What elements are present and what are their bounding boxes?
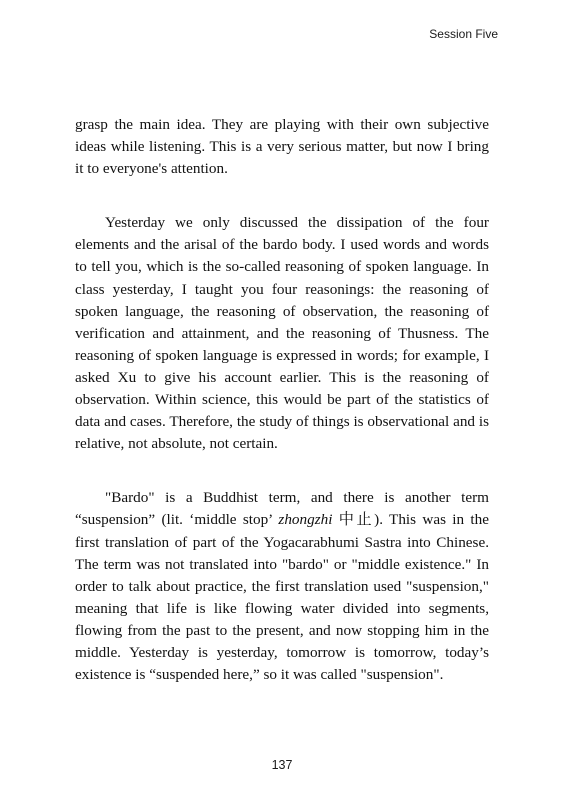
paragraph-3-rest: 中止). This was in the first translation of part of the Yogacarabhumi Sastra into Chinese. The term was not translated into "bardo" or "middle existence." In order to talk about practice, the first translation used "suspension," meaning that life is like flowing water divided into segments, flowing from the past to the present, and now stopping him in the middle. Yesterday is yesterday, tomorrow is tomorrow, today’s existence is “suspended here,” so it was called "suspension". [75,511,489,684]
page-number: 137 [271,758,293,772]
pinyin-term: zhongzhi [278,511,333,529]
paragraph-2: Yesterday we only discussed the dissipation of the four elements and the arisal of the bardo body. I used words and words to tell you, which is the so-called reasoning of spoken language. In class yesterday, I taught you four reasonings: the reasoning of spoken language, the reasoning of observation, the reasoning of verification and attainment, and the reasoning of Thusness. The reasoning of spoken language is expressed in words; for example, I asked Xu to give his account earlier. This is the reasoning of observation. Within science, this would be part of the statistics of data and cases. Therefore, the study of things is observational and is relative, not absolute, not certain. [75,214,489,453]
paragraph-1: grasp the main idea. They are playing with their own subjective ideas while listening. This is a very serious matter, but now I bring it to everyone's attention. [75,116,489,178]
running-header: Session Five [429,27,498,41]
paragraph-3-start: "Bardo" is a Buddhist term, and there is another term “suspension” (lit. ‘middle stop’ [75,489,489,529]
body-text [75,114,489,718]
paragraph-3 [75,487,489,686]
